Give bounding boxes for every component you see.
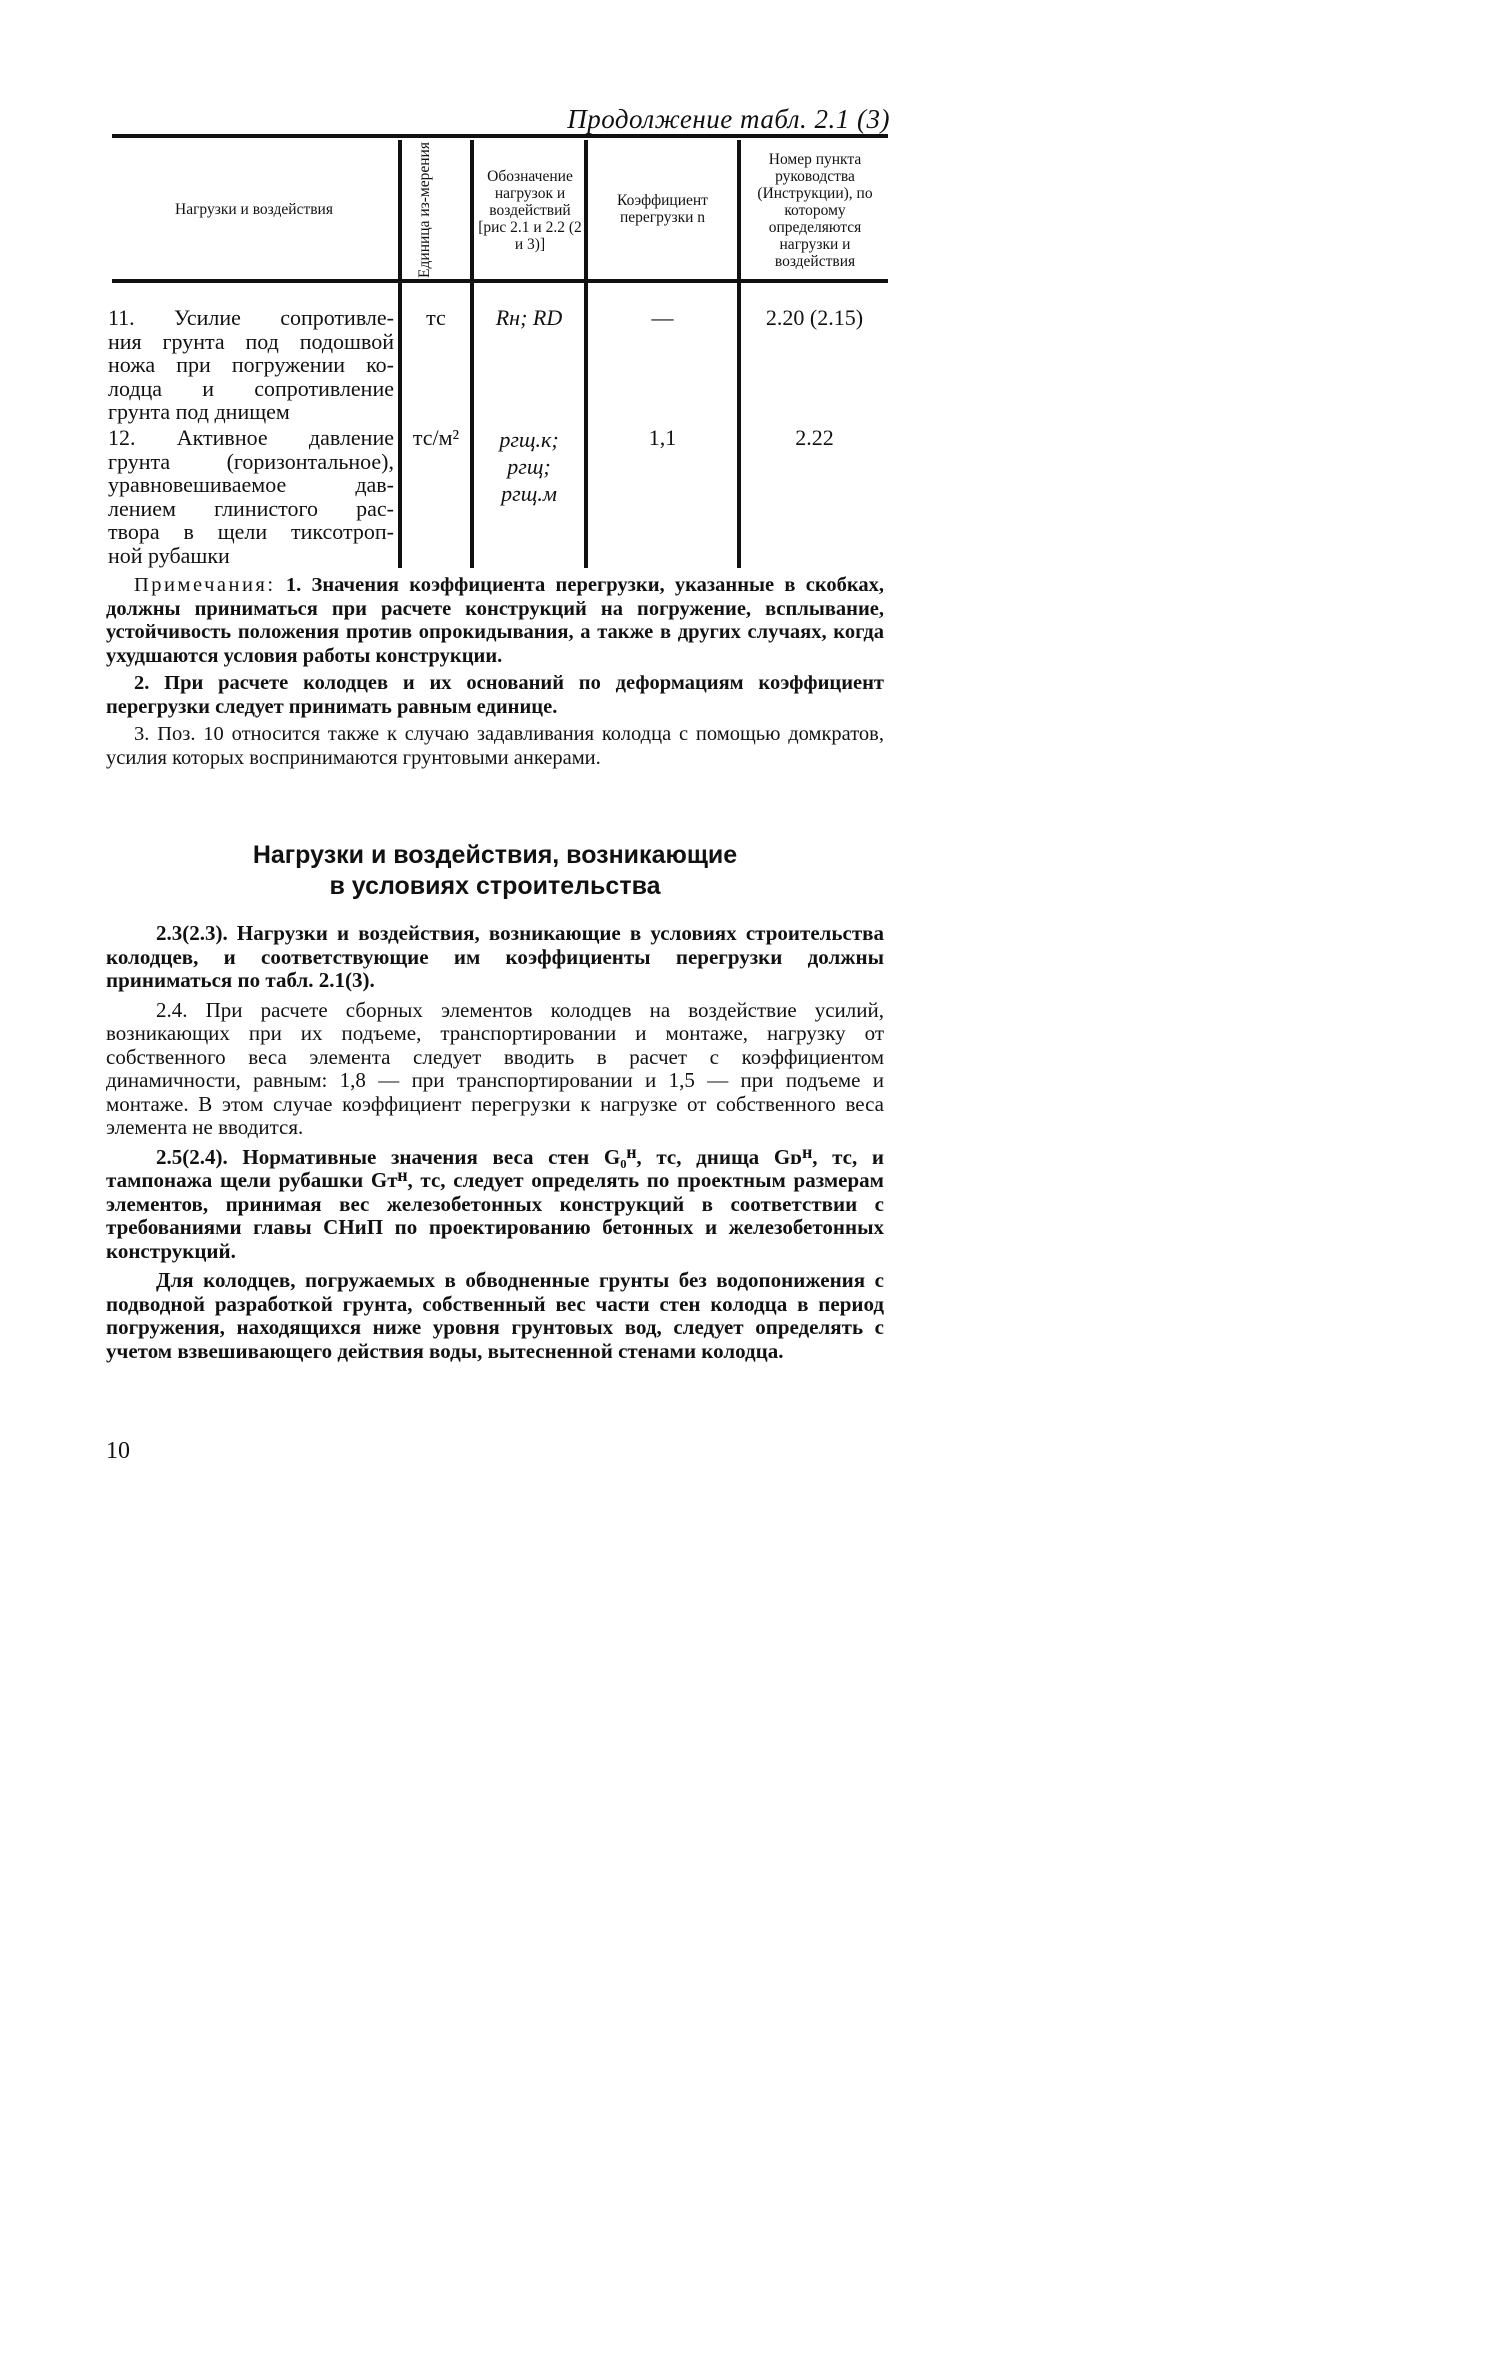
row-11-coef: — [651,305,674,330]
header-unit: Единица из-мерения [416,142,433,278]
row-11-label-4: лодца и сопротивление [108,375,394,401]
row-12-designation-2: pгщ; [507,454,551,479]
header-item: Номер пункта руководства (Инструкции), по которому определяются нагрузки и воздействия [757,150,873,270]
row-12-designation-3: pгщ.м [501,481,557,506]
row-11-label-5: грунта под днищем [108,399,290,424]
body-text [106,922,884,1363]
clause-2-5: Нормативные значения веса стен G₀ᴴ, тс, днища Gᴅᴴ, тс, и тампонажа щели рубашки Gтᴴ, тс, следует определять по проектным размерам элементов, принимая вес железобетонных конструкций в соответствии с требованиями главы СНиП по проектированию бетонных и железобетонных конструкций. [106,1144,884,1263]
row-11-label-2: ния грунта под подошвой [108,328,394,354]
document-page [0,0,1000,1575]
column-divider [398,140,402,568]
clause-2-5-continued: Для колодцев, погружаемых в обводненные грунты без водопонижения с подводной разработкой грунта, собственный вес части стен колодца в период погружения, находящихся ниже уровня грунтовых вод, следует определять с учетом взвешивающего действия воды, вытесненной стенами колодца. [106,1268,884,1363]
column-divider [584,140,588,568]
table-notes [106,574,884,770]
row-12-label-2: грунта (горизонтальное), [108,448,394,474]
section-heading [106,840,884,902]
column-divider [737,140,741,568]
page-number: 10 [106,1438,130,1464]
header-loads: Нагрузки и воздействия [175,200,333,218]
clause-2-3-label: 2.3(2.3). [156,921,228,945]
row-12-label-5: твора в щели тиксотроп- [108,519,394,544]
row-12-label-3: уравновешиваемое дав- [108,472,394,497]
row-11-item: 2.20 (2.15) [765,305,864,330]
clause-2-3: Нагрузки и воздействия, возникающие в условиях строительства колодцев, и соответствующие им коэффициенты перегрузки должны приниматься по табл. 2.1(3). [106,921,885,992]
row-11-label-1: 11. Усилие сопротивле- [108,305,394,330]
section-heading-line-2: в условиях строительства [329,872,661,900]
header-coef [590,140,735,278]
row-12-label-4: лением глинистого рас- [108,495,394,521]
row-12-coef: 1,1 [648,425,677,450]
section-heading-line-1: Нагрузки и воздействия, возникающие [252,841,738,869]
note-2: 2. При расчете колодцев и их оснований по деформациям коэффициент перегрузки следует принимать равным единице. [106,672,884,718]
clause-2-4: 2.4. При расчете сборных элементов колодцев на воздействие усилий, возникающих при их подъеме, транспортировании и монтаже, нагрузку от собственного веса элемента следует вводить в расчет с коэффициентом динамичности, равным: 1,8 — при транспортировании и 1,5 — при подъеме и монтаже. В этом случае коэффициент перегрузки к нагрузке от собственного веса элемента не вводится. [106,997,884,1139]
header-designation: Обозначение нагрузок и воздействий [рис 2.1 и 2.2 (2 и 3)] [478,167,582,253]
table-header-rule [112,279,888,283]
row-12-designation-1: pгщ.к; [499,427,559,452]
note-3: 3. Поз. 10 относится также к случаю задавливания колодца с помощью домкратов, усилия которых воспринимаются грунтовыми анкерами. [106,723,884,769]
row-11-designation: Rн; RD [495,305,563,330]
row-11-label-3: ножа при погружении ко- [108,352,394,377]
table-top-rule [112,134,888,138]
notes-label: Примечания: [134,574,276,596]
row-12-item: 2.22 [795,425,834,450]
row-11-unit: тс [426,305,446,330]
row-12-label-6: ной рубашки [108,542,230,568]
clause-2-5-label: 2.5(2.4). [156,1144,228,1169]
note-1: 1. Значения коэффициента перегрузки, указанные в скобках, должны приниматься при расчете конструкций на погружение, всплывание, устойчивость положения против опрокидывания, а также в других случаях, когда ухудшаются условия работы конструкции. [106,574,885,667]
table-continuation-caption: Продолжение табл. 2.1 (3) [567,104,890,134]
row-12-unit: тс/м² [412,425,460,450]
row-12-label-1: 12. Активное давление [108,425,394,450]
header-coef-text: Коэффициент перегрузки n [617,192,708,226]
